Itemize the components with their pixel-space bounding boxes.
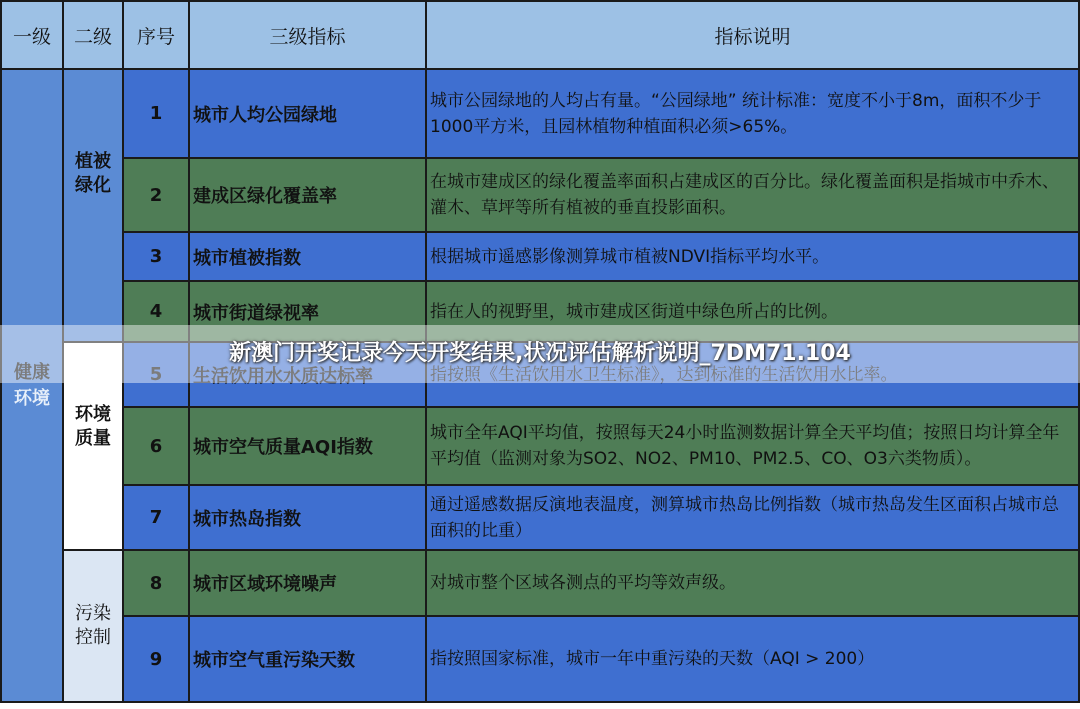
table-row xyxy=(1,550,1079,616)
row-number: 1 xyxy=(123,69,189,158)
indicator-name: 城市区域环境噪声 xyxy=(189,550,426,616)
level2-line2: 绿化 xyxy=(75,175,111,196)
indicator-name: 生活饮用水水质达标率 xyxy=(189,342,426,407)
table-row xyxy=(1,407,1079,485)
level1-cell xyxy=(1,69,63,702)
header-row xyxy=(1,1,1079,69)
level1-line2: 环境 xyxy=(14,387,50,409)
row-number: 9 xyxy=(123,616,189,702)
level2-line1: 环境 xyxy=(75,404,111,425)
header-level1: 一级 xyxy=(1,1,63,69)
indicator-description: 城市全年AQI平均值，按照每天24小时监测数据计算全天平均值；按照日均计算全年平均值（监测对象为SO2、NO2、PM10、PM2.5、CO、O3六类物质）。 xyxy=(426,407,1079,485)
header-level2: 二级 xyxy=(63,1,123,69)
level2-line2: 控制 xyxy=(75,627,111,648)
table-row xyxy=(1,232,1079,281)
row-number: 4 xyxy=(123,281,189,342)
row-number: 6 xyxy=(123,407,189,485)
header-index: 序号 xyxy=(123,1,189,69)
indicator-description: 指按照《生活饮用水卫生标准》，达到标准的生活饮用水比率。 xyxy=(426,342,1079,407)
table-row xyxy=(1,616,1079,702)
indicator-name: 建成区绿化覆盖率 xyxy=(189,158,426,232)
overlay-banner-text: 新澳门开奖记录今天开奖结果,状况评估解析说明_7DM71.104 xyxy=(229,341,851,366)
level2-cell-pollution-control xyxy=(63,550,123,702)
header-description: 指标说明 xyxy=(426,1,1079,69)
indicator-name: 城市人均公园绿地 xyxy=(189,69,426,158)
row-number: 3 xyxy=(123,232,189,281)
table-row xyxy=(1,485,1079,550)
level2-line2: 质量 xyxy=(75,428,111,449)
header-level3: 三级指标 xyxy=(189,1,426,69)
indicator-description: 通过遥感数据反演地表温度，测算城市热岛比例指数（城市热岛发生区面积占城市总面积的比重） xyxy=(426,485,1079,550)
indicator-name: 城市空气重污染天数 xyxy=(189,616,426,702)
row-number: 5 xyxy=(123,342,189,407)
indicator-name: 城市热岛指数 xyxy=(189,485,426,550)
level2-cell-vegetation xyxy=(63,69,123,342)
indicator-description: 根据城市遥感影像测算城市植被NDVI指标平均水平。 xyxy=(426,232,1079,281)
indicator-description: 指在人的视野里，城市建成区街道中绿色所占的比例。 xyxy=(426,281,1079,342)
row-number: 7 xyxy=(123,485,189,550)
indicator-name: 城市空气质量AQI指数 xyxy=(189,407,426,485)
indicator-description: 城市公园绿地的人均占有量。“公园绿地” 统计标准：宽度不小于8m，面积不少于1000平方米，且园林植物种植面积必须>65%。 xyxy=(426,69,1079,158)
row-number: 8 xyxy=(123,550,189,616)
table-row xyxy=(1,69,1079,158)
indicator-name: 城市街道绿视率 xyxy=(189,281,426,342)
level1-line1: 健康 xyxy=(14,361,50,383)
level2-line1: 污染 xyxy=(75,603,111,624)
indicator-description: 对城市整个区域各测点的平均等效声级。 xyxy=(426,550,1079,616)
indicator-description: 指按照国家标准，城市一年中重污染的天数（AQI > 200） xyxy=(426,616,1079,702)
row-number: 2 xyxy=(123,158,189,232)
level2-line1: 植被 xyxy=(75,151,111,172)
indicator-description: 在城市建成区的绿化覆盖率面积占建成区的百分比。绿化覆盖面积是指城市中乔木、灌木、草坪等所有植被的垂直投影面积。 xyxy=(426,158,1079,232)
table-row xyxy=(1,158,1079,232)
indicator-name: 城市植被指数 xyxy=(189,232,426,281)
